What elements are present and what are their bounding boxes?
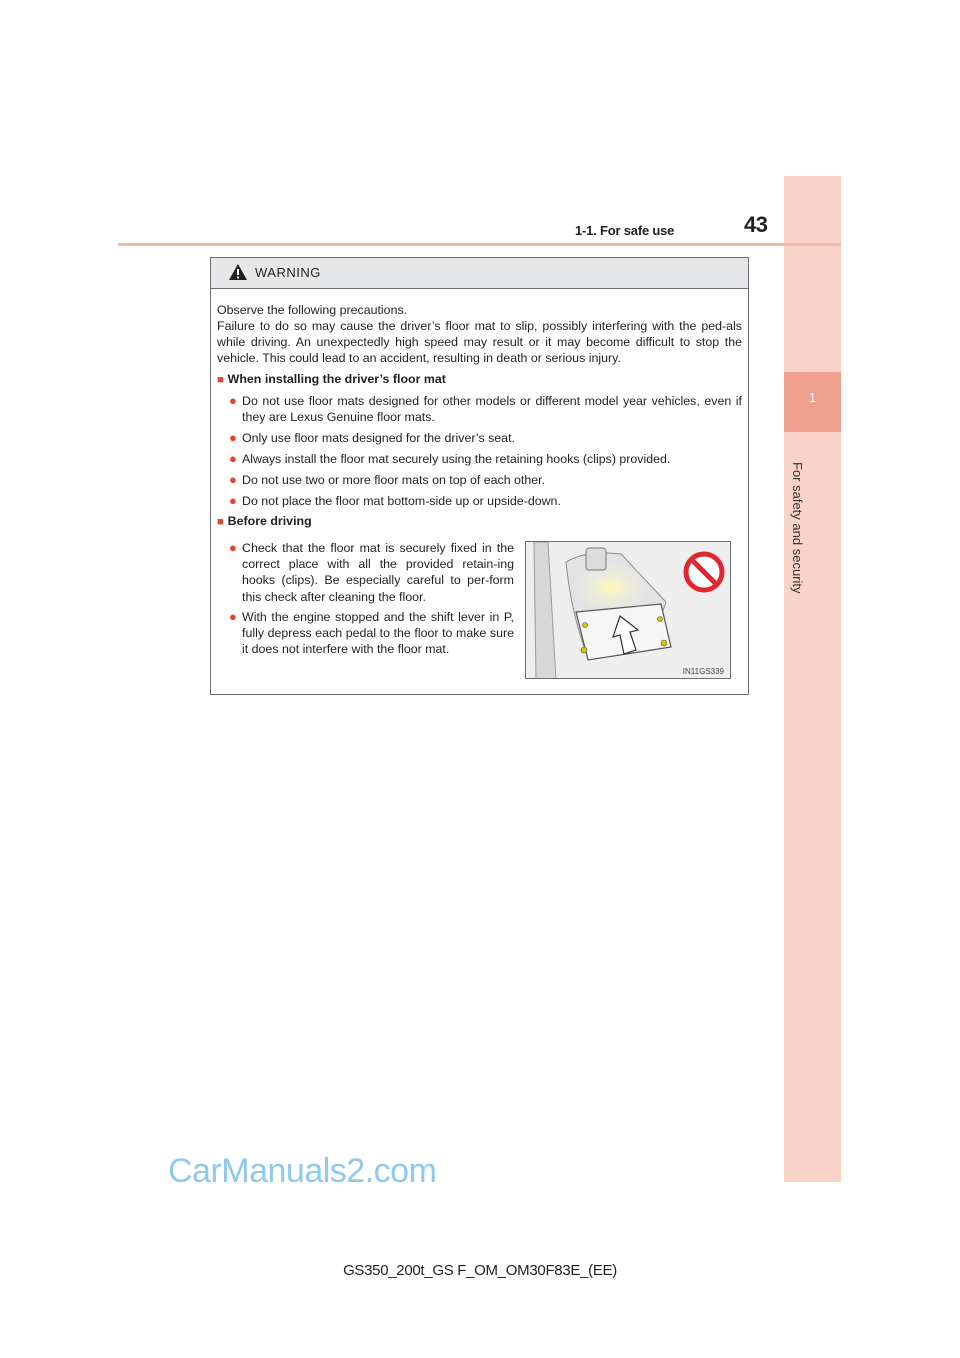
warning-header [211,258,748,289]
list-item-text: Do not place the floor mat bottom-side up or upside-down. [242,494,561,508]
section-heading-before-driving [217,514,312,528]
watermark-logo: CarManuals2.com [168,1152,437,1190]
page-number: 43 [744,212,768,237]
section-heading-text: When installing the driver’s floor mat [227,372,446,386]
chapter-number: 1 [808,390,817,405]
section-heading-installing [217,372,446,386]
warning-intro-line1: Observe the following precautions. [217,303,408,317]
list-item-text: Do not use floor mats designed for other models or different model year vehicles, even if they are Lexus Genuine floor mats. [242,394,742,425]
list-item-text: With the engine stopped and the shift lever in P, fully depress each pedal to the floor to make sure it does not interfere with the floor mat. [242,610,514,657]
warning-triangle-icon [228,263,248,281]
bullet-dot-icon: ● [229,493,237,508]
list-item [229,393,742,427]
chapter-title: For safety and security [790,462,805,594]
bullet-dot-icon: ● [229,430,237,445]
illustration-code: IN11GS339 [682,667,724,676]
list-item [229,430,742,448]
bullet-dot-icon: ● [229,609,237,624]
bullet-dot-icon: ● [229,472,237,487]
list-item-text: Always install the floor mat securely using the retaining hooks (clips) provided. [242,452,671,466]
list-item [229,609,514,675]
chapter-number-tab [784,372,841,432]
square-bullet-icon: ■ [217,516,224,528]
chapter-side-tab [784,176,841,1182]
bullet-dot-icon: ● [229,393,237,408]
list-item [229,493,742,511]
list-item [229,451,742,469]
list-item-text: Only use floor mats designed for the driver’s seat. [242,431,515,445]
section-heading-text: Before driving [227,514,312,528]
prohibited-sign-icon [686,554,722,590]
footer-model-code [0,1262,960,1279]
warning-intro-text: Failure to do so may cause the driver’s floor mat to slip, possibly interfering with the ped-als while driving. An unexpectedly high speed may result or it may become difficult to stop the vehicle. This could lead to an accident, resulting in death or serious injury. [217,319,742,366]
section-title: 1-1. For safe use [575,223,675,238]
header-divider [118,243,841,246]
floor-mat-illustration [525,541,731,679]
bullet-dot-icon: ● [229,451,237,466]
warning-title: WARNING [255,265,321,280]
bullet-dot-icon: ● [229,540,237,555]
list-item [229,540,514,606]
list-item-text: Check that the floor mat is securely fixed in the correct place with all the provided retain-ing hooks (clips). Be especially careful to per-form this check after cleaning the floor. [242,541,514,604]
footer-model-code-text: GS350_200t_GS F_OM_OM30F83E_(EE) [343,1262,617,1279]
floor-mat-drawing [526,542,731,679]
list-item-text: Do not use two or more floor mats on top of each other. [242,473,546,487]
list-item [229,472,742,490]
square-bullet-icon: ■ [217,374,224,386]
